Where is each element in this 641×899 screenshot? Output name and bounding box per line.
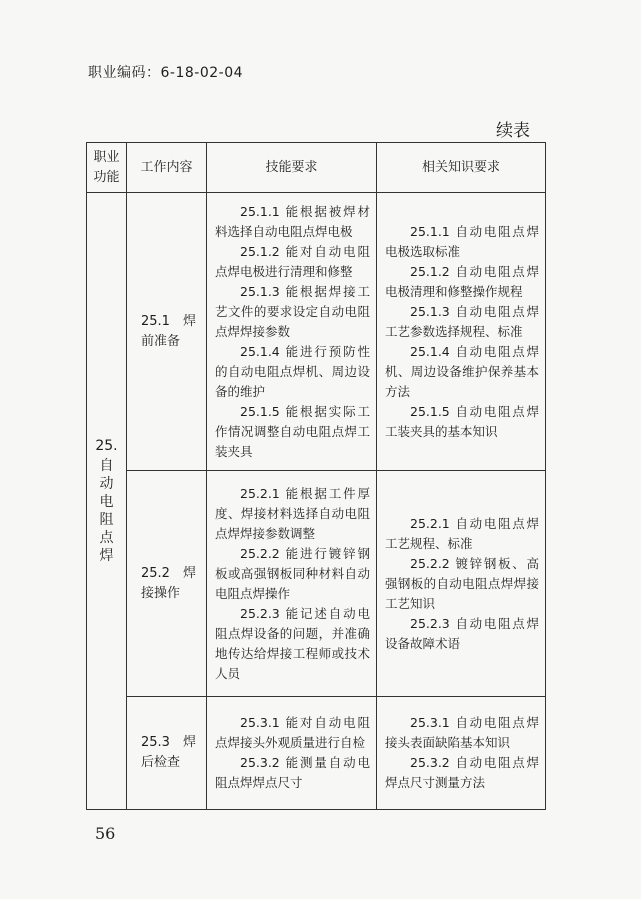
knowledge-item: 25.2.2 镀锌钢板、高强钢板的自动电阻点焊焊接工艺知识 — [385, 555, 539, 611]
knowledge-item: 25.3.1 自动电阻点焊接头表面缺陷基本知识 — [385, 715, 539, 750]
function-number: 25. — [95, 438, 118, 454]
work-content-cell: 25.1 焊前准备 — [127, 193, 207, 471]
table-row — [87, 193, 546, 471]
header-work-content: 工作内容 — [127, 143, 207, 193]
knowledge-item: 25.1.3 自动电阻点焊工艺参数选择规程、标准 — [385, 303, 539, 339]
function-char: 动 — [99, 476, 114, 492]
function-cell — [87, 193, 127, 810]
skills-cell — [207, 697, 377, 810]
header-function — [87, 143, 127, 193]
knowledge-item: 25.1.4 自动电阻点焊机、周边设备维护保养基本方法 — [385, 343, 539, 399]
function-name — [87, 457, 126, 565]
function-char: 电 — [99, 494, 114, 510]
skill-item: 25.1.5 能根据实际工作情况调整自动电阻点焊工装夹具 — [215, 403, 370, 459]
knowledge-item: 25.1.1 自动电阻点焊电极选取标准 — [385, 223, 539, 259]
page-number: 56 — [95, 824, 116, 843]
skills-cell — [207, 193, 377, 471]
function-char: 点 — [99, 530, 114, 546]
skill-item: 25.3.1 能对自动电阻点焊接头外观质量进行自检 — [215, 715, 370, 750]
table-row — [87, 471, 546, 697]
skill-item: 25.1.1 能根据被焊材料选择自动电阻点焊电极 — [215, 203, 370, 239]
skill-item: 25.3.2 能测量自动电阻点焊焊点尺寸 — [215, 755, 370, 790]
knowledge-item: 25.3.2 自动电阻点焊焊点尺寸测量方法 — [385, 755, 539, 790]
skill-item: 25.1.3 能根据焊接工艺文件的要求设定自动电阻点焊焊接参数 — [215, 283, 370, 339]
standards-table — [86, 142, 546, 810]
work-content-cell: 25.2 焊接操作 — [127, 471, 207, 697]
work-content-cell: 25.3 焊后检查 — [127, 697, 207, 810]
table-row — [87, 697, 546, 810]
knowledge-item: 25.1.5 自动电阻点焊工装夹具的基本知识 — [385, 403, 539, 439]
table-header-row — [87, 143, 546, 193]
occupation-code: 职业编码：6-18-02-04 — [88, 65, 244, 81]
knowledge-item: 25.1.2 自动电阻点焊电极清理和修整操作规程 — [385, 263, 539, 299]
skill-item: 25.2.2 能进行镀锌钢板或高强钢板同种材料自动电阻点焊操作 — [215, 545, 370, 601]
skill-item: 25.1.4 能进行预防性的自动电阻点焊机、周边设备的维护 — [215, 343, 370, 399]
skill-item: 25.2.3 能记述自动电阻点焊设备的问题，并准确地传达给焊接工程师或技术人员 — [215, 605, 370, 681]
knowledge-cell — [377, 193, 546, 471]
function-char: 阻 — [99, 512, 114, 528]
header-function-line1: 职业 功能 — [93, 149, 120, 185]
skills-cell — [207, 471, 377, 697]
function-char: 自 — [99, 458, 114, 474]
skill-item: 25.1.2 能对自动电阻点焊电极进行清理和修整 — [215, 243, 370, 279]
header-knowledge: 相关知识要求 — [377, 143, 546, 193]
knowledge-cell — [377, 697, 546, 810]
knowledge-item: 25.2.3 自动电阻点焊设备故障术语 — [385, 615, 539, 651]
function-char: 焊 — [99, 548, 114, 564]
continued-label: 续表 — [496, 121, 530, 141]
skill-item: 25.2.1 能根据工件厚度、焊接材料选择自动电阻点焊焊接参数调整 — [215, 485, 370, 541]
knowledge-item: 25.2.1 自动电阻点焊工艺规程、标准 — [385, 515, 539, 551]
header-skills: 技能要求 — [207, 143, 377, 193]
knowledge-cell — [377, 471, 546, 697]
